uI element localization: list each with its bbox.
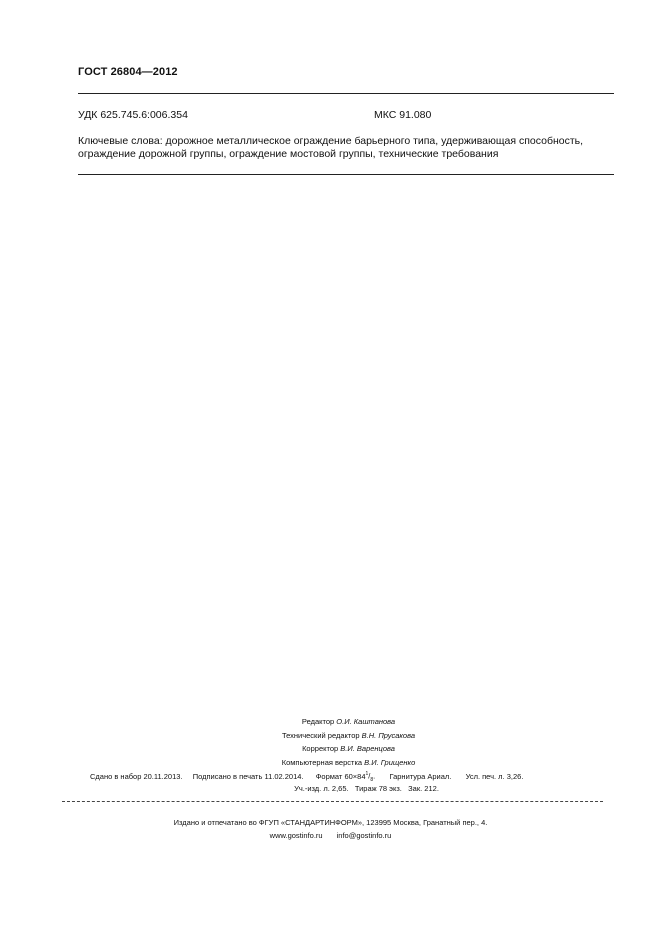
layout-label: Компьютерная верстка <box>281 757 363 767</box>
publisher-contacts <box>0 831 661 840</box>
print-sheets: Усл. печ. л. 3,26. <box>465 771 524 781</box>
format-sup: 1 <box>365 771 369 777</box>
editor-label: Редактор <box>301 717 335 726</box>
editor-row <box>36 715 661 729</box>
format-sub: 8 <box>370 777 374 783</box>
tech-editor-row <box>36 729 661 743</box>
submitted-date: Сдано в набор 20.11.2013. <box>90 771 183 781</box>
standard-number: ГОСТ 26804—2012 <box>78 66 178 78</box>
typeface: Гарнитура Ариал. <box>389 771 452 781</box>
top-divider <box>78 93 614 94</box>
layout-row <box>36 756 661 770</box>
keywords-line-2: ограждение дорожной группы, ограждение мостовой группы, технические требования <box>78 148 499 160</box>
corrector-label: Корректор <box>302 744 339 753</box>
paper-format: Формат $60\times 84^1/_8$. <box>315 771 376 783</box>
email-link[interactable]: info@gostinfo.ru <box>336 831 392 840</box>
printing-line-1 <box>90 771 614 783</box>
keywords-divider <box>78 174 614 175</box>
signed-date: Подписано в печать 11.02.2014. <box>192 771 304 781</box>
order-number: Зак. 212. <box>408 784 439 793</box>
udk-code: УДК 625.745.6:006.354 <box>78 109 188 121</box>
editor-name: О.И. Каштанова <box>336 717 396 726</box>
layout-name: В.И. Грищенко <box>364 757 416 767</box>
publisher-line: Издано и отпечатано во ФГУП «СТАНДАРТИНФОРМ», 123995 Москва, Гранатный пер., 4. <box>173 818 488 827</box>
keywords-line-1: Ключевые слова: дорожное металлическое ограждение барьерного типа, удерживающая способность, <box>78 135 584 147</box>
tech-editor-name: В.Н. Прусакова <box>361 730 416 740</box>
website-link[interactable]: www.gostinfo.ru <box>269 831 323 840</box>
printing-line-2 <box>0 784 661 793</box>
keywords-block <box>78 135 618 161</box>
mks-code: МКС 91.080 <box>374 109 432 121</box>
footer-divider <box>62 801 603 802</box>
print-run: Тираж 78 экз. <box>354 784 402 793</box>
pub-sheets: Уч.-изд. л. 2,65. <box>294 784 349 793</box>
corrector-row <box>36 742 661 756</box>
credits-block <box>0 715 661 769</box>
corrector-name: В.И. Варенцова <box>340 744 395 753</box>
tech-editor-label: Технический редактор <box>281 730 360 740</box>
